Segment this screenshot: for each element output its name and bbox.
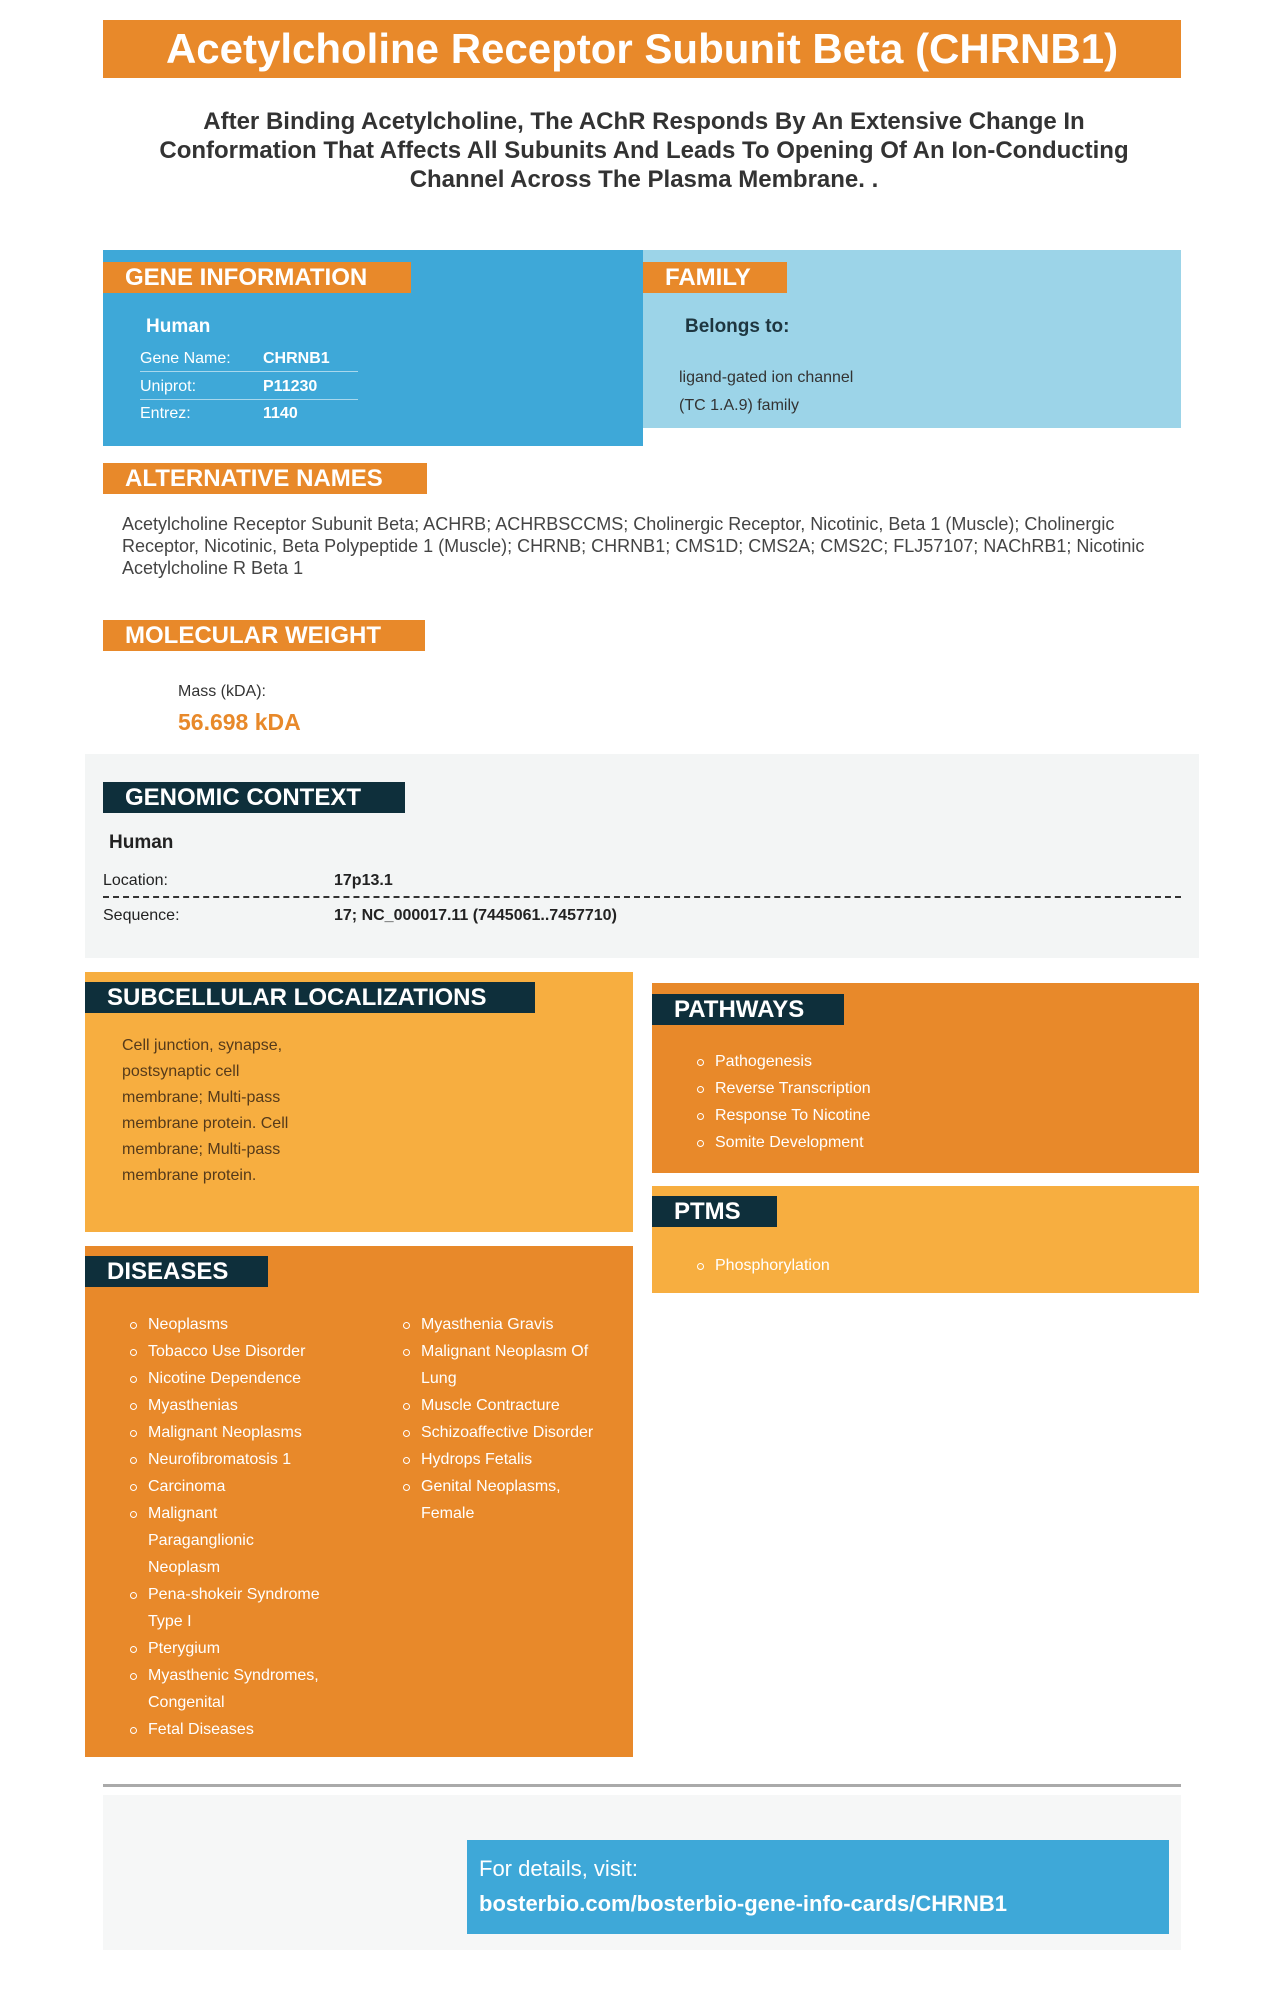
sequence-value: 17; NC_000017.11 (7445061..7457710) xyxy=(334,907,617,924)
gene-info-row xyxy=(140,345,358,372)
genomic-species: Human xyxy=(109,832,174,853)
list-item: Carcinoma xyxy=(130,1473,360,1500)
gene-info-value: CHRNB1 xyxy=(263,350,330,367)
diseases-list-col1 xyxy=(130,1311,360,1743)
family-belongs-label: Belongs to: xyxy=(685,316,790,337)
location-value: 17p13.1 xyxy=(334,872,393,889)
list-item: Hydrops Fetalis xyxy=(403,1446,623,1473)
list-item: Neurofibromatosis 1 xyxy=(130,1446,360,1473)
details-url-link[interactable]: bosterbio.com/bosterbio-gene-info-cards/CHRNB1 xyxy=(479,1891,1008,1916)
list-item: Malignant Neoplasm Of Lung xyxy=(403,1338,613,1392)
gene-info-label: Entrez: xyxy=(140,405,191,422)
gene-info-row xyxy=(140,373,358,400)
gene-info-label: Gene Name: xyxy=(140,350,231,367)
pathways-header: PATHWAYS xyxy=(652,994,844,1025)
diseases-header: DISEASES xyxy=(85,1256,268,1287)
gene-information-header: GENE INFORMATION xyxy=(103,262,411,293)
details-link-box[interactable] xyxy=(467,1840,1169,1934)
molecular-weight-header: MOLECULAR WEIGHT xyxy=(103,620,425,651)
gene-information-panel xyxy=(103,250,643,446)
list-item: Neoplasms xyxy=(130,1311,360,1338)
family-description xyxy=(679,364,909,420)
list-item: Tobacco Use Disorder xyxy=(130,1338,360,1365)
genomic-context-header: GENOMIC CONTEXT xyxy=(103,782,405,813)
gene-info-species: Human xyxy=(146,316,211,337)
sequence-label: Sequence: xyxy=(103,907,180,924)
genomic-location-row xyxy=(103,864,1181,898)
pathways-list xyxy=(697,1048,871,1156)
list-item: Nicotine Dependence xyxy=(130,1365,360,1392)
ptms-list xyxy=(697,1252,830,1279)
list-item: Somite Development xyxy=(697,1129,871,1156)
list-item: Pterygium xyxy=(130,1635,360,1662)
family-line: (TC 1.A.9) family xyxy=(679,397,800,414)
page-title: Acetylcholine Receptor Subunit Beta (CHRNB1) xyxy=(103,20,1181,78)
list-item: Myasthenic Syndromes, Congenital xyxy=(130,1662,352,1716)
list-item: Response To Nicotine xyxy=(697,1102,871,1129)
family-line: ligand-gated ion channel xyxy=(679,369,854,386)
list-item: Reverse Transcription xyxy=(697,1075,871,1102)
mass-value: 56.698 kDA xyxy=(178,709,301,735)
alternative-names-header: ALTERNATIVE NAMES xyxy=(103,463,427,494)
list-item: Phosphorylation xyxy=(697,1252,830,1279)
list-item: Pena-shokeir Syndrome Type I xyxy=(130,1581,352,1635)
family-panel xyxy=(643,250,1181,428)
diseases-list-col2 xyxy=(403,1311,623,1527)
list-item: Malignant Paraganglionic Neoplasm xyxy=(130,1500,270,1581)
list-item: Malignant Neoplasms xyxy=(130,1419,360,1446)
gene-info-value: P11230 xyxy=(263,378,318,395)
footer-divider xyxy=(103,1784,1181,1787)
list-item: Genital Neoplasms, Female xyxy=(403,1473,593,1527)
details-label: For details, visit: xyxy=(479,1856,638,1881)
gene-summary: After Binding Acetylcholine, The AChR Responds By An Extensive Change In Conformation That Affects All Subunits And Leads To Opening Of An Ion-Conducting Channel Across The Plasma Membrane. . xyxy=(159,108,1129,193)
mass-label: Mass (kDA): xyxy=(178,683,266,700)
list-item: Schizoaffective Disorder xyxy=(403,1419,623,1446)
genomic-sequence-row xyxy=(103,899,1181,933)
subcellular-text: Cell junction, synapse, postsynaptic cell membrane; Multi-pass membrane protein. Cell membrane; Multi-pass membrane protein. xyxy=(122,1037,289,1184)
gene-info-row xyxy=(140,400,358,427)
list-item: Myasthenia Gravis xyxy=(403,1311,623,1338)
list-item: Muscle Contracture xyxy=(403,1392,623,1419)
alternative-names-text: Acetylcholine Receptor Subunit Beta; ACHRB; ACHRBSCCMS; Cholinergic Receptor, Nicotinic, Beta 1 (Muscle); Cholinergic Receptor, Nicotinic, Beta Polypeptide 1 (Muscle); CHRNB; CHRNB1; CMS1D; CMS2A; CMS2C; FLJ57107; NAChRB1; Nicotinic Acetylcholine R Beta 1 xyxy=(122,514,1145,578)
subcellular-header: SUBCELLULAR LOCALIZATIONS xyxy=(85,982,535,1013)
list-item: Fetal Diseases xyxy=(130,1716,360,1743)
gene-info-value: 1140 xyxy=(263,405,298,422)
list-item: Pathogenesis xyxy=(697,1048,871,1075)
family-header: FAMILY xyxy=(643,262,787,293)
ptms-header: PTMS xyxy=(652,1196,777,1227)
gene-info-label: Uniprot: xyxy=(140,378,197,395)
location-label: Location: xyxy=(103,872,168,889)
list-item: Myasthenias xyxy=(130,1392,360,1419)
